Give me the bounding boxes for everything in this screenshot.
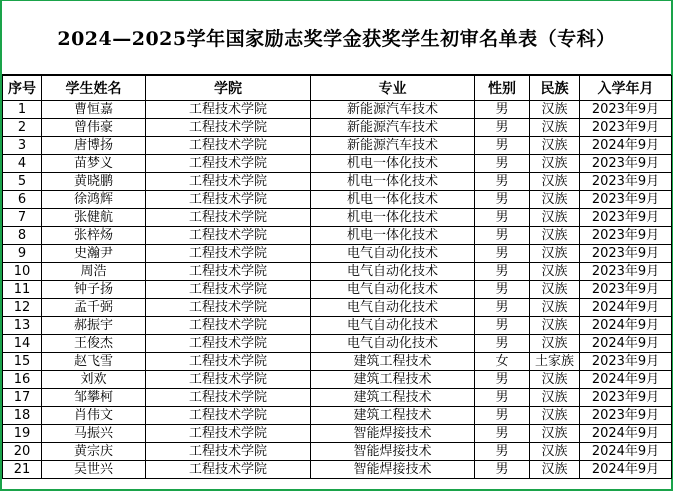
table-cell[interactable]: 工程技术学院 bbox=[146, 173, 311, 191]
table-cell[interactable]: 肖伟文 bbox=[42, 407, 146, 425]
table-cell[interactable]: 工程技术学院 bbox=[146, 425, 311, 443]
table-cell[interactable]: 工程技术学院 bbox=[146, 371, 311, 389]
table-cell[interactable]: 工程技术学院 bbox=[146, 101, 311, 119]
table-row bbox=[3, 155, 672, 173]
table-cell[interactable]: 工程技术学院 bbox=[146, 461, 311, 479]
table-cell[interactable]: 工程技术学院 bbox=[146, 227, 311, 245]
header-cell[interactable]: 专业 bbox=[311, 76, 475, 101]
table-row bbox=[3, 335, 672, 353]
table-cell[interactable]: 男 bbox=[475, 209, 530, 227]
table-cell[interactable]: 2024年9月 bbox=[580, 299, 672, 317]
table-cell[interactable]: 汉族 bbox=[530, 209, 580, 227]
table-row bbox=[3, 119, 672, 137]
table-cell[interactable]: 汉族 bbox=[530, 281, 580, 299]
table-row bbox=[3, 425, 672, 443]
table-row bbox=[3, 263, 672, 281]
table-cell[interactable]: 2024年9月 bbox=[580, 425, 672, 443]
table-row bbox=[3, 443, 672, 461]
table-cell[interactable]: 苗梦义 bbox=[42, 155, 146, 173]
table-cell[interactable]: 机电一体化技术 bbox=[311, 227, 475, 245]
table-cell[interactable]: 工程技术学院 bbox=[146, 281, 311, 299]
table-cell[interactable]: 黄晓鹏 bbox=[42, 173, 146, 191]
table-cell[interactable]: 汉族 bbox=[530, 371, 580, 389]
table-cell[interactable]: 工程技术学院 bbox=[146, 317, 311, 335]
table-cell[interactable]: 12 bbox=[3, 299, 42, 317]
table-cell[interactable]: 汉族 bbox=[530, 227, 580, 245]
table-row bbox=[3, 299, 672, 317]
table-cell[interactable]: 汉族 bbox=[530, 317, 580, 335]
table-cell[interactable]: 2023年9月 bbox=[580, 353, 672, 371]
table-cell[interactable]: 男 bbox=[475, 335, 530, 353]
table-cell[interactable]: 汉族 bbox=[530, 443, 580, 461]
table-cell[interactable]: 曹恒嘉 bbox=[42, 101, 146, 119]
table-cell[interactable]: 13 bbox=[3, 317, 42, 335]
table-cell[interactable]: 汉族 bbox=[530, 335, 580, 353]
table-cell[interactable]: 建筑工程技术 bbox=[311, 353, 475, 371]
table-cell[interactable]: 刘欢 bbox=[42, 371, 146, 389]
page-title: 2024—2025学年国家励志奖学金获奖学生初审名单表（专科） bbox=[57, 28, 616, 50]
table-cell[interactable]: 2024年9月 bbox=[580, 461, 672, 479]
table-cell[interactable]: 2023年9月 bbox=[580, 119, 672, 137]
header-cell[interactable]: 学生姓名 bbox=[42, 76, 146, 101]
title-cell[interactable] bbox=[2, 1, 671, 75]
table-cell[interactable]: 男 bbox=[475, 191, 530, 209]
table-cell[interactable]: 男 bbox=[475, 263, 530, 281]
table-cell[interactable]: 汉族 bbox=[530, 137, 580, 155]
table-cell[interactable]: 智能焊接技术 bbox=[311, 443, 475, 461]
table-body bbox=[3, 101, 672, 479]
table-cell[interactable]: 2023年9月 bbox=[580, 407, 672, 425]
table-cell[interactable]: 吴世兴 bbox=[42, 461, 146, 479]
table-cell[interactable]: 男 bbox=[475, 137, 530, 155]
table-cell[interactable]: 18 bbox=[3, 407, 42, 425]
table-cell[interactable]: 2023年9月 bbox=[580, 245, 672, 263]
table-cell[interactable]: 工程技术学院 bbox=[146, 299, 311, 317]
table-cell[interactable]: 14 bbox=[3, 335, 42, 353]
table-cell[interactable]: 男 bbox=[475, 371, 530, 389]
table-cell[interactable]: 男 bbox=[475, 155, 530, 173]
table-cell[interactable]: 工程技术学院 bbox=[146, 353, 311, 371]
table-row bbox=[3, 173, 672, 191]
table-cell[interactable]: 新能源汽车技术 bbox=[311, 101, 475, 119]
table-cell[interactable]: 周浩 bbox=[42, 263, 146, 281]
table-row bbox=[3, 245, 672, 263]
table-cell[interactable]: 唐博扬 bbox=[42, 137, 146, 155]
table-row bbox=[3, 389, 672, 407]
table-cell[interactable]: 汉族 bbox=[530, 263, 580, 281]
table-cell[interactable]: 2023年9月 bbox=[580, 227, 672, 245]
table-row bbox=[3, 407, 672, 425]
table-cell[interactable]: 汉族 bbox=[530, 425, 580, 443]
table-row bbox=[3, 137, 672, 155]
table-cell[interactable]: 汉族 bbox=[530, 407, 580, 425]
table-cell[interactable]: 1 bbox=[3, 101, 42, 119]
table-cell[interactable]: 徐鸿辉 bbox=[42, 191, 146, 209]
table-cell[interactable]: 机电一体化技术 bbox=[311, 173, 475, 191]
table-cell[interactable]: 工程技术学院 bbox=[146, 119, 311, 137]
table-cell[interactable]: 工程技术学院 bbox=[146, 209, 311, 227]
table-row bbox=[3, 461, 672, 479]
table-cell[interactable]: 男 bbox=[475, 407, 530, 425]
table-cell[interactable]: 黄宗庆 bbox=[42, 443, 146, 461]
header-cell[interactable]: 性别 bbox=[475, 76, 530, 101]
table-cell[interactable]: 男 bbox=[475, 245, 530, 263]
table-cell[interactable]: 4 bbox=[3, 155, 42, 173]
table-cell[interactable]: 汉族 bbox=[530, 299, 580, 317]
table-cell[interactable]: 2023年9月 bbox=[580, 389, 672, 407]
table-cell[interactable]: 21 bbox=[3, 461, 42, 479]
table-cell[interactable]: 男 bbox=[475, 461, 530, 479]
table-cell[interactable]: 新能源汽车技术 bbox=[311, 119, 475, 137]
table-cell[interactable]: 男 bbox=[475, 173, 530, 191]
table-cell[interactable]: 汉族 bbox=[530, 155, 580, 173]
table-cell[interactable]: 19 bbox=[3, 425, 42, 443]
table-cell[interactable]: 2023年9月 bbox=[580, 101, 672, 119]
table-cell[interactable]: 汉族 bbox=[530, 173, 580, 191]
table-row bbox=[3, 191, 672, 209]
table-cell[interactable]: 2023年9月 bbox=[580, 173, 672, 191]
table-cell[interactable]: 16 bbox=[3, 371, 42, 389]
table-cell[interactable]: 汉族 bbox=[530, 119, 580, 137]
table-cell[interactable]: 赵飞雪 bbox=[42, 353, 146, 371]
header-cell[interactable]: 入学年月 bbox=[580, 76, 672, 101]
table-cell[interactable]: 2024年9月 bbox=[580, 137, 672, 155]
table-cell[interactable]: 17 bbox=[3, 389, 42, 407]
table-row bbox=[3, 227, 672, 245]
table-row bbox=[3, 371, 672, 389]
table-cell[interactable]: 工程技术学院 bbox=[146, 389, 311, 407]
table-cell[interactable]: 11 bbox=[3, 281, 42, 299]
table-cell[interactable]: 汉族 bbox=[530, 245, 580, 263]
table-cell[interactable]: 20 bbox=[3, 443, 42, 461]
header-cell[interactable]: 学院 bbox=[146, 76, 311, 101]
table-cell[interactable]: 2023年9月 bbox=[580, 281, 672, 299]
table-cell[interactable]: 2023年9月 bbox=[580, 263, 672, 281]
table-row bbox=[3, 101, 672, 119]
table-cell[interactable]: 马振兴 bbox=[42, 425, 146, 443]
table-cell[interactable]: 智能焊接技术 bbox=[311, 425, 475, 443]
header-cell[interactable]: 序号 bbox=[3, 76, 42, 101]
table-cell[interactable]: 电气自动化技术 bbox=[311, 335, 475, 353]
table-cell[interactable]: 男 bbox=[475, 227, 530, 245]
table-cell[interactable]: 工程技术学院 bbox=[146, 263, 311, 281]
table-cell[interactable]: 电气自动化技术 bbox=[311, 263, 475, 281]
table-cell[interactable]: 汉族 bbox=[530, 389, 580, 407]
table-cell[interactable]: 张健航 bbox=[42, 209, 146, 227]
table-cell[interactable]: 电气自动化技术 bbox=[311, 281, 475, 299]
table-cell[interactable]: 工程技术学院 bbox=[146, 335, 311, 353]
table-cell[interactable]: 工程技术学院 bbox=[146, 155, 311, 173]
table-cell[interactable]: 2023年9月 bbox=[580, 191, 672, 209]
table-cell[interactable]: 新能源汽车技术 bbox=[311, 137, 475, 155]
table-cell[interactable]: 史瀚尹 bbox=[42, 245, 146, 263]
table-cell[interactable]: 曾伟豪 bbox=[42, 119, 146, 137]
table-cell[interactable]: 电气自动化技术 bbox=[311, 245, 475, 263]
table-cell[interactable]: 男 bbox=[475, 389, 530, 407]
table-cell[interactable]: 工程技术学院 bbox=[146, 191, 311, 209]
table-cell[interactable]: 汉族 bbox=[530, 101, 580, 119]
table-cell[interactable]: 邹攀柯 bbox=[42, 389, 146, 407]
table-cell[interactable]: 钟子扬 bbox=[42, 281, 146, 299]
table-cell[interactable]: 2023年9月 bbox=[580, 209, 672, 227]
table-cell[interactable]: 8 bbox=[3, 227, 42, 245]
table-cell[interactable]: 男 bbox=[475, 443, 530, 461]
header-row bbox=[3, 76, 672, 101]
table-cell[interactable]: 机电一体化技术 bbox=[311, 209, 475, 227]
table-cell[interactable]: 男 bbox=[475, 101, 530, 119]
table-row bbox=[3, 317, 672, 335]
table-cell[interactable]: 工程技术学院 bbox=[146, 443, 311, 461]
table-cell[interactable]: 工程技术学院 bbox=[146, 407, 311, 425]
table-cell[interactable]: 5 bbox=[3, 173, 42, 191]
table-cell[interactable]: 王俊杰 bbox=[42, 335, 146, 353]
table-cell[interactable]: 7 bbox=[3, 209, 42, 227]
table-cell[interactable]: 2024年9月 bbox=[580, 317, 672, 335]
table-cell[interactable]: 男 bbox=[475, 281, 530, 299]
table-cell[interactable]: 2024年9月 bbox=[580, 443, 672, 461]
table-cell[interactable]: 男 bbox=[475, 425, 530, 443]
table-cell[interactable]: 工程技术学院 bbox=[146, 137, 311, 155]
table-cell[interactable]: 电气自动化技术 bbox=[311, 317, 475, 335]
table-cell[interactable]: 工程技术学院 bbox=[146, 245, 311, 263]
table-cell[interactable]: 女 bbox=[475, 353, 530, 371]
table-row bbox=[3, 209, 672, 227]
table-cell[interactable]: 机电一体化技术 bbox=[311, 155, 475, 173]
table-cell[interactable]: 建筑工程技术 bbox=[311, 389, 475, 407]
table-cell[interactable]: 智能焊接技术 bbox=[311, 461, 475, 479]
table-cell[interactable]: 2024年9月 bbox=[580, 371, 672, 389]
table-cell[interactable]: 汉族 bbox=[530, 191, 580, 209]
award-list-table bbox=[2, 75, 672, 479]
table-cell[interactable]: 男 bbox=[475, 119, 530, 137]
table-cell[interactable]: 汉族 bbox=[530, 461, 580, 479]
table-cell[interactable]: 6 bbox=[3, 191, 42, 209]
table-cell[interactable]: 2023年9月 bbox=[580, 155, 672, 173]
table-row bbox=[3, 281, 672, 299]
table-cell[interactable]: 男 bbox=[475, 317, 530, 335]
table-cell[interactable]: 3 bbox=[3, 137, 42, 155]
table-row bbox=[3, 353, 672, 371]
table-cell[interactable]: 10 bbox=[3, 263, 42, 281]
table-cell[interactable]: 9 bbox=[3, 245, 42, 263]
table-cell[interactable]: 2 bbox=[3, 119, 42, 137]
table-cell[interactable]: 土家族 bbox=[530, 353, 580, 371]
table-cell[interactable]: 张梓炀 bbox=[42, 227, 146, 245]
table-cell[interactable]: 2024年9月 bbox=[580, 335, 672, 353]
table-cell[interactable]: 郝振宇 bbox=[42, 317, 146, 335]
header-cell[interactable]: 民族 bbox=[530, 76, 580, 101]
table-cell[interactable]: 15 bbox=[3, 353, 42, 371]
table-cell[interactable]: 孟千弼 bbox=[42, 299, 146, 317]
table-cell[interactable]: 建筑工程技术 bbox=[311, 407, 475, 425]
table-cell[interactable]: 男 bbox=[475, 299, 530, 317]
table-cell[interactable]: 建筑工程技术 bbox=[311, 371, 475, 389]
table-cell[interactable]: 电气自动化技术 bbox=[311, 299, 475, 317]
table-cell[interactable]: 机电一体化技术 bbox=[311, 191, 475, 209]
